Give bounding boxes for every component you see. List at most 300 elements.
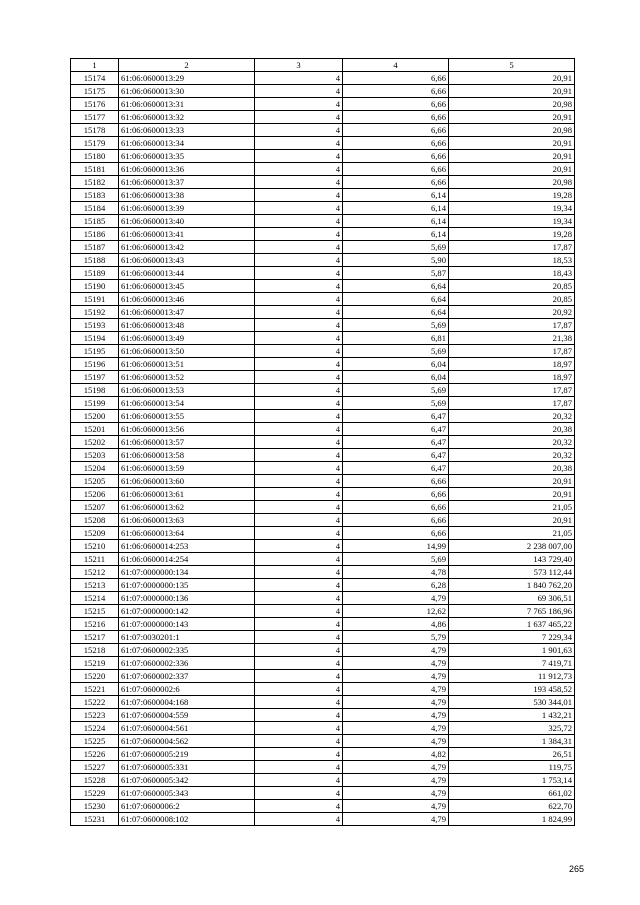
table-row (71, 683, 575, 696)
table-cell-col-5: 19,34 (449, 215, 575, 228)
table-cell-col-4: 5,90 (343, 254, 449, 267)
table-cell-col-4: 4,79 (343, 644, 449, 657)
table-cell-col-2: 61:06:0600013:59 (119, 462, 255, 475)
table-cell-col-3: 4 (255, 163, 343, 176)
table-cell-col-1: 15212 (71, 566, 119, 579)
table-cell-col-5: 20,85 (449, 293, 575, 306)
table-row (71, 488, 575, 501)
table-cell-col-2: 61:07:0600005:342 (119, 774, 255, 787)
table-cell-col-5: 1 840 762,20 (449, 579, 575, 592)
table-cell-col-2: 61:06:0600013:48 (119, 319, 255, 332)
table-cell-col-3: 4 (255, 566, 343, 579)
table-cell-col-3: 4 (255, 176, 343, 189)
table-cell-col-1: 15193 (71, 319, 119, 332)
table-cell-col-2: 61:06:0600013:34 (119, 137, 255, 150)
table-cell-col-1: 15195 (71, 345, 119, 358)
table-cell-col-1: 15194 (71, 332, 119, 345)
table-cell-col-1: 15207 (71, 501, 119, 514)
table-cell-col-4: 6,66 (343, 111, 449, 124)
table-row (71, 774, 575, 787)
table-cell-col-1: 15185 (71, 215, 119, 228)
table-cell-col-5: 20,91 (449, 111, 575, 124)
table-row (71, 475, 575, 488)
table-row (71, 332, 575, 345)
table-cell-col-4: 4,79 (343, 787, 449, 800)
table-cell-col-4: 4,79 (343, 813, 449, 826)
table-cell-col-5: 20,85 (449, 280, 575, 293)
table-cell-col-2: 61:06:0600013:56 (119, 423, 255, 436)
table-cell-col-1: 15190 (71, 280, 119, 293)
table-cell-col-3: 4 (255, 410, 343, 423)
table-cell-col-4: 5,79 (343, 631, 449, 644)
table-cell-col-4: 6,66 (343, 72, 449, 85)
table-cell-col-3: 4 (255, 280, 343, 293)
table-cell-col-5: 20,91 (449, 85, 575, 98)
table-cell-col-3: 4 (255, 514, 343, 527)
table-cell-col-5: 18,53 (449, 254, 575, 267)
table-cell-col-1: 15188 (71, 254, 119, 267)
table-cell-col-5: 325,72 (449, 722, 575, 735)
table-cell-col-5: 21,38 (449, 332, 575, 345)
table-cell-col-3: 4 (255, 644, 343, 657)
table-cell-col-4: 6,04 (343, 371, 449, 384)
table-cell-col-5: 661,02 (449, 787, 575, 800)
table-cell-col-4: 14,99 (343, 540, 449, 553)
table-row (71, 98, 575, 111)
table-cell-col-4: 6,66 (343, 124, 449, 137)
table-row (71, 137, 575, 150)
table-cell-col-2: 61:07:0600002:335 (119, 644, 255, 657)
table-cell-col-4: 4,82 (343, 748, 449, 761)
table-cell-col-4: 6,47 (343, 462, 449, 475)
table-cell-col-5: 20,32 (449, 449, 575, 462)
table-cell-col-1: 15215 (71, 605, 119, 618)
table-cell-col-3: 4 (255, 306, 343, 319)
table-row (71, 748, 575, 761)
table-cell-col-1: 15184 (71, 202, 119, 215)
table-row (71, 85, 575, 98)
table-cell-col-5: 573 112,44 (449, 566, 575, 579)
table-cell-col-2: 61:06:0600013:62 (119, 501, 255, 514)
table-cell-col-5: 2 238 007,00 (449, 540, 575, 553)
table-cell-col-1: 15192 (71, 306, 119, 319)
table-cell-col-3: 4 (255, 683, 343, 696)
table-row (71, 189, 575, 202)
table-row (71, 527, 575, 540)
table-row (71, 813, 575, 826)
table-row (71, 124, 575, 137)
table-cell-col-3: 4 (255, 618, 343, 631)
table-cell-col-3: 4 (255, 98, 343, 111)
table-row (71, 696, 575, 709)
table-cell-col-3: 4 (255, 488, 343, 501)
table-cell-col-4: 4,79 (343, 709, 449, 722)
table-cell-col-3: 4 (255, 553, 343, 566)
table-cell-col-2: 61:06:0600013:52 (119, 371, 255, 384)
table-cell-col-4: 5,87 (343, 267, 449, 280)
table-cell-col-1: 15178 (71, 124, 119, 137)
table-cell-col-3: 4 (255, 774, 343, 787)
table-row (71, 761, 575, 774)
table-cell-col-3: 4 (255, 527, 343, 540)
table-cell-col-5: 7 229,34 (449, 631, 575, 644)
table-cell-col-1: 15217 (71, 631, 119, 644)
table-cell-col-3: 4 (255, 254, 343, 267)
table-cell-col-1: 15174 (71, 72, 119, 85)
column-header-4: 4 (343, 59, 449, 72)
table-cell-col-4: 6,66 (343, 176, 449, 189)
table-cell-col-3: 4 (255, 124, 343, 137)
table-cell-col-1: 15198 (71, 384, 119, 397)
table-row (71, 241, 575, 254)
table-row (71, 579, 575, 592)
table-cell-col-3: 4 (255, 761, 343, 774)
table-cell-col-3: 4 (255, 397, 343, 410)
table-cell-col-2: 61:07:0600004:559 (119, 709, 255, 722)
table-cell-col-2: 61:06:0600013:39 (119, 202, 255, 215)
table-cell-col-5: 19,28 (449, 228, 575, 241)
table-cell-col-1: 15181 (71, 163, 119, 176)
table-cell-col-1: 15224 (71, 722, 119, 735)
table-cell-col-3: 4 (255, 787, 343, 800)
table-cell-col-2: 61:06:0600013:47 (119, 306, 255, 319)
table-cell-col-1: 15223 (71, 709, 119, 722)
table-cell-col-1: 15221 (71, 683, 119, 696)
table-cell-col-1: 15175 (71, 85, 119, 98)
table-cell-col-5: 622,70 (449, 800, 575, 813)
table-cell-col-5: 1 432,21 (449, 709, 575, 722)
table-cell-col-3: 4 (255, 657, 343, 670)
table-cell-col-2: 61:07:0600002:337 (119, 670, 255, 683)
table-cell-col-1: 15214 (71, 592, 119, 605)
table-row (71, 566, 575, 579)
table-cell-col-5: 20,38 (449, 462, 575, 475)
table-cell-col-4: 6,14 (343, 215, 449, 228)
table-cell-col-1: 15227 (71, 761, 119, 774)
table-cell-col-1: 15202 (71, 436, 119, 449)
table-cell-col-5: 20,98 (449, 98, 575, 111)
table-cell-col-3: 4 (255, 150, 343, 163)
table-cell-col-3: 4 (255, 605, 343, 618)
table-cell-col-5: 7 419,71 (449, 657, 575, 670)
table-cell-col-1: 15213 (71, 579, 119, 592)
table-row (71, 176, 575, 189)
table-cell-col-4: 6,66 (343, 501, 449, 514)
table-row (71, 345, 575, 358)
table-cell-col-4: 4,79 (343, 670, 449, 683)
table-cell-col-3: 4 (255, 436, 343, 449)
table-cell-col-2: 61:07:0600004:168 (119, 696, 255, 709)
column-header-5: 5 (449, 59, 575, 72)
table-cell-col-3: 4 (255, 72, 343, 85)
table-cell-col-3: 4 (255, 709, 343, 722)
table-cell-col-5: 19,34 (449, 202, 575, 215)
table-cell-col-4: 6,47 (343, 423, 449, 436)
table-row (71, 202, 575, 215)
table-cell-col-2: 61:06:0600013:50 (119, 345, 255, 358)
table-cell-col-4: 6,14 (343, 189, 449, 202)
table-cell-col-2: 61:06:0600013:60 (119, 475, 255, 488)
table-cell-col-2: 61:06:0600013:29 (119, 72, 255, 85)
table-cell-col-3: 4 (255, 735, 343, 748)
table-cell-col-1: 15209 (71, 527, 119, 540)
table-row (71, 358, 575, 371)
table-cell-col-2: 61:06:0600013:35 (119, 150, 255, 163)
table-cell-col-1: 15191 (71, 293, 119, 306)
table-cell-col-2: 61:06:0600013:53 (119, 384, 255, 397)
table-cell-col-2: 61:06:0600013:46 (119, 293, 255, 306)
table-row (71, 722, 575, 735)
table-cell-col-5: 20,38 (449, 423, 575, 436)
table-cell-col-5: 19,28 (449, 189, 575, 202)
table-row (71, 371, 575, 384)
table-cell-col-4: 6,14 (343, 202, 449, 215)
table-cell-col-4: 6,04 (343, 358, 449, 371)
table-cell-col-4: 6,47 (343, 436, 449, 449)
table-cell-col-1: 15210 (71, 540, 119, 553)
table-cell-col-5: 1 824,99 (449, 813, 575, 826)
table-cell-col-5: 21,05 (449, 527, 575, 540)
table-cell-col-2: 61:06:0600013:58 (119, 449, 255, 462)
table-cell-col-1: 15206 (71, 488, 119, 501)
table-cell-col-3: 4 (255, 722, 343, 735)
table-cell-col-4: 5,69 (343, 553, 449, 566)
table-cell-col-2: 61:06:0600013:57 (119, 436, 255, 449)
table-cell-col-5: 20,91 (449, 150, 575, 163)
table-cell-col-1: 15208 (71, 514, 119, 527)
table-cell-col-1: 15204 (71, 462, 119, 475)
table-cell-col-2: 61:06:0600013:30 (119, 85, 255, 98)
table-row (71, 410, 575, 423)
table-row (71, 267, 575, 280)
table-cell-col-2: 61:07:0000000:143 (119, 618, 255, 631)
table-cell-col-5: 20,91 (449, 514, 575, 527)
table-cell-col-1: 15211 (71, 553, 119, 566)
table-cell-col-5: 17,87 (449, 345, 575, 358)
table-cell-col-2: 61:07:0600005:343 (119, 787, 255, 800)
table-cell-col-5: 1 384,31 (449, 735, 575, 748)
table-cell-col-5: 18,97 (449, 371, 575, 384)
table-cell-col-3: 4 (255, 384, 343, 397)
table-cell-col-2: 61:07:0600006:2 (119, 800, 255, 813)
table-cell-col-5: 20,91 (449, 163, 575, 176)
table-cell-col-2: 61:06:0600013:41 (119, 228, 255, 241)
table-cell-col-4: 5,69 (343, 345, 449, 358)
table-row (71, 592, 575, 605)
table-cell-col-2: 61:06:0600013:54 (119, 397, 255, 410)
table-cell-col-4: 6,66 (343, 514, 449, 527)
table-cell-col-5: 17,87 (449, 319, 575, 332)
column-header-1: 1 (71, 59, 119, 72)
table-row (71, 449, 575, 462)
table-cell-col-3: 4 (255, 358, 343, 371)
table-cell-col-4: 4,79 (343, 683, 449, 696)
table-cell-col-3: 4 (255, 241, 343, 254)
table-cell-col-2: 61:06:0600013:61 (119, 488, 255, 501)
table-cell-col-2: 61:06:0600013:55 (119, 410, 255, 423)
table-cell-col-3: 4 (255, 813, 343, 826)
table-row (71, 397, 575, 410)
table-row (71, 280, 575, 293)
table-cell-col-1: 15230 (71, 800, 119, 813)
table-cell-col-4: 4,79 (343, 800, 449, 813)
table-row (71, 293, 575, 306)
table-cell-col-5: 20,32 (449, 436, 575, 449)
table-cell-col-1: 15197 (71, 371, 119, 384)
table-cell-col-5: 20,91 (449, 72, 575, 85)
table-cell-col-5: 20,98 (449, 176, 575, 189)
table-cell-col-3: 4 (255, 423, 343, 436)
table-row (71, 111, 575, 124)
table-cell-col-4: 4,79 (343, 761, 449, 774)
table-cell-col-1: 15186 (71, 228, 119, 241)
table-cell-col-1: 15200 (71, 410, 119, 423)
column-header-3: 3 (255, 59, 343, 72)
table-cell-col-3: 4 (255, 228, 343, 241)
table-cell-col-4: 6,66 (343, 527, 449, 540)
table-cell-col-3: 4 (255, 449, 343, 462)
table-row (71, 800, 575, 813)
table-cell-col-3: 4 (255, 631, 343, 644)
table-row (71, 72, 575, 85)
table-cell-col-3: 4 (255, 189, 343, 202)
table-cell-col-4: 6,64 (343, 293, 449, 306)
table-cell-col-2: 61:06:0600013:43 (119, 254, 255, 267)
table-cell-col-2: 61:07:0000000:135 (119, 579, 255, 592)
table-cell-col-4: 6,14 (343, 228, 449, 241)
table-cell-col-2: 61:06:0600013:37 (119, 176, 255, 189)
table-cell-col-4: 4,79 (343, 774, 449, 787)
table-cell-col-5: 69 306,51 (449, 592, 575, 605)
table-cell-col-1: 15177 (71, 111, 119, 124)
table-cell-col-4: 12,62 (343, 605, 449, 618)
table-row (71, 605, 575, 618)
table-cell-col-4: 4,86 (343, 618, 449, 631)
table-cell-col-3: 4 (255, 267, 343, 280)
column-header-2: 2 (119, 59, 255, 72)
table-cell-col-2: 61:06:0600014:254 (119, 553, 255, 566)
table-cell-col-2: 61:07:0000000:134 (119, 566, 255, 579)
table-row (71, 709, 575, 722)
table-cell-col-1: 15218 (71, 644, 119, 657)
table-cell-col-2: 61:06:0600013:64 (119, 527, 255, 540)
table-cell-col-4: 6,66 (343, 85, 449, 98)
table-row (71, 501, 575, 514)
table-row (71, 423, 575, 436)
page-number: 265 (568, 864, 584, 874)
table-cell-col-1: 15231 (71, 813, 119, 826)
table-cell-col-3: 4 (255, 462, 343, 475)
table-cell-col-1: 15187 (71, 241, 119, 254)
table-cell-col-2: 61:06:0600014:253 (119, 540, 255, 553)
table-cell-col-2: 61:06:0600013:51 (119, 358, 255, 371)
table-cell-col-4: 5,69 (343, 319, 449, 332)
table-cell-col-3: 4 (255, 670, 343, 683)
table-cell-col-4: 4,79 (343, 696, 449, 709)
table-cell-col-5: 17,87 (449, 384, 575, 397)
table-cell-col-2: 61:07:0600005:219 (119, 748, 255, 761)
header-row (71, 59, 575, 72)
table-row (71, 150, 575, 163)
table-cell-col-3: 4 (255, 592, 343, 605)
table-cell-col-5: 17,87 (449, 241, 575, 254)
table-cell-col-5: 18,43 (449, 267, 575, 280)
table-cell-col-3: 4 (255, 696, 343, 709)
table-cell-col-5: 1 637 465,22 (449, 618, 575, 631)
table-cell-col-5: 26,51 (449, 748, 575, 761)
table-cell-col-2: 61:06:0600013:42 (119, 241, 255, 254)
table-cell-col-3: 4 (255, 371, 343, 384)
table-cell-col-5: 530 344,01 (449, 696, 575, 709)
table-cell-col-4: 4,79 (343, 722, 449, 735)
table-cell-col-5: 20,32 (449, 410, 575, 423)
table-cell-col-4: 6,66 (343, 137, 449, 150)
table-row (71, 384, 575, 397)
table-cell-col-2: 61:06:0600013:40 (119, 215, 255, 228)
table-cell-col-4: 5,69 (343, 384, 449, 397)
table-cell-col-4: 6,64 (343, 306, 449, 319)
table-cell-col-4: 6,47 (343, 410, 449, 423)
table-cell-col-3: 4 (255, 319, 343, 332)
table-cell-col-1: 15205 (71, 475, 119, 488)
table-cell-col-4: 6,66 (343, 475, 449, 488)
table-cell-col-5: 20,92 (449, 306, 575, 319)
table-row (71, 319, 575, 332)
table-row (71, 631, 575, 644)
table-cell-col-4: 6,66 (343, 488, 449, 501)
table-cell-col-1: 15219 (71, 657, 119, 670)
table-cell-col-1: 15216 (71, 618, 119, 631)
table-row (71, 163, 575, 176)
table-cell-col-5: 143 729,40 (449, 553, 575, 566)
table-cell-col-1: 15196 (71, 358, 119, 371)
table-cell-col-1: 15180 (71, 150, 119, 163)
table-cell-col-2: 61:07:0600005:331 (119, 761, 255, 774)
data-table (70, 58, 575, 826)
table-cell-col-2: 61:07:0000000:136 (119, 592, 255, 605)
table-cell-col-2: 61:07:0600002:6 (119, 683, 255, 696)
table-row (71, 215, 575, 228)
table-cell-col-2: 61:07:0030201:1 (119, 631, 255, 644)
table-cell-col-2: 61:07:0600008:102 (119, 813, 255, 826)
table-row (71, 306, 575, 319)
table-row (71, 462, 575, 475)
table-row (71, 540, 575, 553)
table-cell-col-1: 15201 (71, 423, 119, 436)
table-cell-col-3: 4 (255, 579, 343, 592)
table-row (71, 787, 575, 800)
table-cell-col-3: 4 (255, 748, 343, 761)
table-cell-col-4: 6,66 (343, 98, 449, 111)
table-cell-col-2: 61:07:0600004:562 (119, 735, 255, 748)
table-cell-col-2: 61:06:0600013:63 (119, 514, 255, 527)
table-cell-col-2: 61:07:0000000:142 (119, 605, 255, 618)
table-cell-col-3: 4 (255, 345, 343, 358)
table-cell-col-3: 4 (255, 332, 343, 345)
table-cell-col-3: 4 (255, 475, 343, 488)
table-cell-col-4: 5,69 (343, 241, 449, 254)
table-cell-col-3: 4 (255, 215, 343, 228)
table-cell-col-1: 15183 (71, 189, 119, 202)
table-cell-col-2: 61:06:0600013:45 (119, 280, 255, 293)
table-cell-col-2: 61:06:0600013:49 (119, 332, 255, 345)
table-cell-col-4: 6,81 (343, 332, 449, 345)
table-cell-col-3: 4 (255, 111, 343, 124)
table-cell-col-3: 4 (255, 293, 343, 306)
table-row (71, 657, 575, 670)
table-cell-col-5: 7 765 186,96 (449, 605, 575, 618)
table-cell-col-3: 4 (255, 85, 343, 98)
